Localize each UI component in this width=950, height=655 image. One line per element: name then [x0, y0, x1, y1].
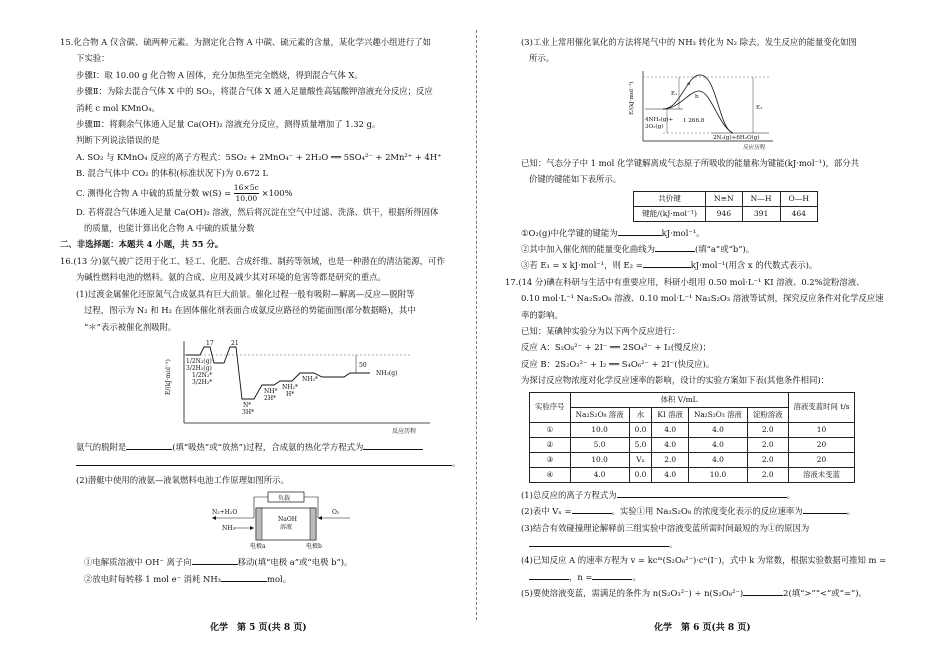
table-cell: 2.0: [747, 437, 788, 452]
q15-option-d-cont: 的质量，也能计算出化合物 A 中硫的质量分数: [84, 223, 255, 234]
left-column: [60, 34, 464, 587]
page-footer-left: 化学 第 5 页(共 8 页): [210, 623, 307, 633]
label-electrode-a: 电极a: [250, 543, 266, 551]
label-nh3: NH₃: [222, 525, 235, 533]
table-cell: 0.0: [629, 422, 652, 437]
table-cell: 5.0: [570, 437, 629, 452]
x-axis-label: 反应历程: [743, 144, 766, 151]
answer-blank[interactable]: [363, 440, 423, 450]
label-nh3-gas: NH₃(g): [376, 369, 398, 377]
q16-p2a-text: ①电解质溶液中 OH⁻ 离子向: [84, 557, 192, 568]
q16-known-cont: 价键的键能如下表所示。: [529, 174, 622, 185]
q16-s3-text: ③若 E₁ = x kJ·mol⁻¹，则 E₂ =: [521, 260, 643, 271]
q16-part3-q2: [505, 241, 897, 257]
table-row: [530, 452, 855, 467]
q16-intro: 16.(13 分)氨气被广泛用于化工、轻工、化肥、合成纤维、制药等领域，也是一种潜在的清洁能源，可作: [60, 255, 445, 266]
q17-intro-cont-2: 率的影响。: [521, 309, 563, 320]
q17-a2-end: 。: [846, 506, 856, 517]
table-row: [634, 206, 818, 221]
table-row: [530, 392, 855, 407]
answer-blank[interactable]: [803, 504, 847, 514]
q17-intro: 17.(14 分)碘在科研与生活中有重要应用，科研小组用 0.50 mol·L⁻¹ KI 溶液、0.2%淀粉溶液、: [505, 276, 865, 287]
label-2h-ads: 2H*: [264, 394, 277, 402]
answer-blank[interactable]: [743, 586, 783, 596]
section-heading: 二、非选择题：本题共 4 小题，共 55 分。: [60, 239, 224, 250]
answer-blank[interactable]: [655, 242, 695, 252]
table-cell: 391: [742, 206, 780, 221]
q17-reaction-a: 反应 A：S₂O₈²⁻ + 2I⁻ ══ 2SO₄²⁻ + I₂(慢反应)；: [521, 342, 711, 353]
q15-judge: 判断下列说法错误的是: [76, 135, 160, 146]
q17-a2-text: (2)表中 Vₓ =: [521, 506, 572, 517]
label-nh2-ads: NH₂*: [282, 383, 298, 391]
table-cell: 10.0: [570, 452, 629, 467]
q16-part3: (3)工业上常用催化氧化的方法将尾气中的 NH₃ 转化为 N₂ 除去。发生反应的能量变化如图: [521, 37, 857, 47]
table-cell: 2.0: [747, 467, 788, 482]
label-reactant-2: 3O₂(g): [645, 123, 664, 130]
q16-s1-text: ①O₂(g)中化学键的键能为: [521, 227, 618, 238]
table-cell: 5.0: [629, 437, 652, 452]
label-e1: E₁: [671, 90, 678, 97]
q15-step1: 步骤Ⅰ：取 10.00 g 化合物 A 固体，充分加热至完全燃烧，得到混合气体 X。: [76, 69, 363, 80]
fraction-numerator: 16×5c: [233, 182, 259, 192]
q16-p2a-tail: 移动(填“电极 a”或“电极 b”)。: [237, 557, 353, 568]
q17-reaction-b: 反应 B：2S₂O₃²⁻ + I₂ ══ S₄O₆²⁻ + 2I⁻(快反应)。: [521, 358, 715, 369]
x-axis-label: 反应历程: [392, 427, 417, 435]
label-load: 负载: [278, 495, 291, 503]
label-h2g: 3/2H₂(g): [186, 364, 212, 372]
energy-profile-figure-2: [623, 69, 783, 153]
table-cell: 4.0: [570, 467, 629, 482]
q16-part2-q2: [60, 571, 464, 587]
q17-design: 为探讨反应物浓度对化学反应速率的影响，设计的实验方案如下表(其他条件相同)：: [521, 375, 830, 386]
table-header: Na₂S₂O₈ 溶液: [570, 407, 629, 422]
q16-p2b-tail: mol。: [267, 573, 292, 584]
label-dh: 1 266.8: [683, 117, 705, 124]
answer-blank[interactable]: [529, 570, 569, 580]
label-50: 50: [359, 361, 367, 369]
table-header: Na₂S₂O₃ 溶液: [688, 407, 747, 422]
label-o2: O₂: [332, 509, 340, 517]
table-cell: 4.0: [652, 467, 689, 482]
option-c-tail: ×100%: [261, 187, 293, 198]
table-cell: 4.0: [688, 437, 747, 452]
answer-blank[interactable]: [592, 570, 632, 580]
q15-option-b: B. 混合气体中 CO₂ 的体积(标准状况下)为 0.672 L: [76, 168, 269, 179]
table-cell: ④: [530, 467, 571, 482]
label-b: b: [695, 93, 699, 100]
q17-q4: (4)已知反应 A 的速率方程为 v = kcᵐ(S₂O₈²⁻)·cⁿ(I⁻)，式中 k 为常数，根据实验数据可推知 m =: [521, 555, 887, 566]
q15-option-c: [60, 182, 464, 204]
page-footer-right: 化学 第 6 页(共 8 页): [654, 623, 751, 633]
label-naoh: NaOH: [278, 516, 297, 524]
table-cell: 4.0: [652, 422, 689, 437]
table-cell: 10.0: [570, 422, 629, 437]
table-header: N≡N: [705, 191, 742, 206]
label-electrode-b: 电极b: [306, 543, 322, 551]
table-cell: 464: [780, 206, 817, 221]
table-cell: ①: [530, 422, 571, 437]
table-cell: ②: [530, 437, 571, 452]
table-row: [634, 191, 818, 206]
q16-part1: (1)过渡金属催化还原氮气合成氨具有巨大前景。催化过程一般有吸附—解离—反应—脱附等: [76, 288, 415, 299]
label-17: 17: [206, 339, 214, 347]
q17-q1: [505, 487, 897, 503]
table-header: 实验序号: [530, 392, 571, 422]
table-cell: 4.0: [652, 437, 689, 452]
q17-q3-answer-line: [505, 536, 897, 552]
table-header: N—H: [742, 191, 780, 206]
q17-q5: [505, 585, 897, 601]
q16-part1-note: “＊”表示被催化剂吸附。: [84, 321, 177, 332]
q17-a1-end: 。: [786, 489, 795, 500]
table-row: [530, 437, 855, 452]
table-cell: 946: [705, 206, 742, 221]
q17-q3: (3)结合有效碰撞理论解释前三组实验中溶液变蓝所需时间最短的为①的原因为: [521, 522, 810, 533]
table-cell: 0.0: [629, 467, 652, 482]
q16-part1-answer-line: [60, 455, 464, 471]
q17-a3-end: 。: [669, 538, 678, 549]
q17-a5-tail: 2(填“>”“<”或“=”)。: [783, 588, 867, 599]
table-cell: 溶液未变蓝: [788, 467, 855, 482]
q16-part3-q3: [505, 257, 897, 273]
q15-title: 15.化合物 A 仅含碳、硫两种元素。为测定化合物 A 中碳、硫元素的含量，某化学兴趣小组进行了如: [60, 37, 432, 47]
answer-blank[interactable]: [126, 440, 172, 450]
label-h2ads: 3/2H₂*: [192, 378, 213, 386]
label-n2-h2o: N₂+H₂O: [212, 509, 238, 517]
table-cell: 10.0: [688, 467, 747, 482]
answer-blank[interactable]: [529, 537, 669, 547]
table-cell: 20: [788, 452, 855, 467]
q16-s1-tail: kJ·mol⁻¹。: [661, 227, 705, 238]
q17-known: 已知：某碘钟实验分为以下两个反应进行：: [521, 326, 681, 337]
table-header: 溶液变蓝时间 t/s: [788, 392, 855, 422]
q17-intro-cont: 0.10 mol·L⁻¹ Na₂S₂O₈ 溶液、0.10 mol·L⁻¹ Na₂S₂O₃ 溶液等试剂，探究反应条件对化学反应速: [521, 293, 884, 304]
y-axis-label: E/(kJ·mol⁻¹): [629, 81, 635, 115]
answer-blank[interactable]: [643, 258, 691, 268]
table-header: 水: [629, 407, 652, 422]
bond-energy-table: [633, 191, 818, 222]
table-cell: Vₓ: [629, 452, 652, 467]
q17-a4-end: 。: [632, 571, 641, 582]
q16-p1-text-2: (填“吸热”或“放热”)过程，合成氨的热化学方程式为: [172, 441, 364, 452]
q16-s3-tail: kJ·mol⁻¹(用含 x 的代数式表示)。: [690, 260, 818, 271]
table-cell: 键能/(kJ·mol⁻¹): [634, 206, 706, 221]
q16-part3-cont: 所示。: [529, 53, 555, 64]
q16-part1-cont: 过程，图示为 N₂ 和 H₂ 在固体催化剂表面合成氨反应路径的势能面图(部分数据略)，其中: [84, 305, 416, 316]
q16-part3-q1: [505, 225, 897, 241]
q15-title-cont: 下实验：: [76, 53, 110, 64]
table-cell: 4.0: [688, 422, 747, 437]
q16-intro-cont: 为碱性燃料电池的燃料。氨的合成、应用及减少其对环境的危害等都是研究的重点。: [76, 272, 386, 283]
q16-part2-q1: [60, 554, 464, 570]
q17-q4-cont: [505, 569, 897, 585]
label-n-ads: N*: [243, 401, 252, 409]
q17-q2: [505, 503, 897, 519]
column-divider: [476, 30, 477, 620]
q16-s2-text: ②其中加入催化剂的能量变化曲线为: [521, 244, 655, 255]
label-product: 2N₂(g)+6H₂O(g): [713, 134, 760, 141]
table-cell: 2.0: [652, 452, 689, 467]
q15-option-d: D. 若将混合气体通入足量 Ca(OH)₂ 溶液，然后将沉淀在空气中过滤、洗涤、烘干，根据所得固体: [76, 206, 439, 217]
answer-blank[interactable]: [572, 504, 612, 514]
electrode-a: [256, 508, 262, 540]
table-row: [530, 422, 855, 437]
right-column: [505, 34, 897, 602]
electrode-b: [310, 508, 316, 540]
q16-part1-question: [60, 439, 464, 455]
answer-blank[interactable]: [617, 488, 787, 498]
q17-a2-mid: 。实验①用 Na₂S₂O₈ 的浓度变化表示的反应速率为: [611, 506, 803, 517]
label-nh-ads: NH*: [264, 387, 278, 395]
q15-step2-cont: 消耗 c mol KMnO₄。: [76, 102, 160, 113]
label-3h-ads: 3H*: [242, 408, 255, 416]
q17-a4-n: ，n =: [569, 571, 593, 582]
energy-profile-figure-1: [130, 337, 470, 437]
answer-blank[interactable]: [221, 572, 267, 582]
label-n2ads: 1/2N₂*: [192, 371, 213, 379]
label-solution: 溶液: [280, 524, 293, 532]
answer-blank[interactable]: [618, 226, 662, 236]
table-cell: 2.0: [747, 452, 788, 467]
table-header: 共价键: [634, 191, 706, 206]
label-reactant-1: 4NH₃(g)+: [645, 116, 674, 123]
q16-known: 已知：气态分子中 1 mol 化学键解离成气态原子所吸收的能量称为键能(kJ·mol⁻¹)，部分共: [521, 157, 860, 168]
option-c-text: C. 测得化合物 A 中硫的质量分数 w(S) =: [76, 187, 232, 198]
q15-option-a: A. SO₂ 与 KMnO₄ 反应的离子方程式：5SO₂ + 2MnO₄⁻ + 2H₂O ══ 5SO₄²⁻ + 2Mn²⁺ + 4H⁺: [76, 151, 442, 162]
answer-blank[interactable]: [76, 456, 452, 466]
experiment-table: [529, 392, 855, 483]
fraction-denominator: 10.00: [235, 193, 258, 203]
table-header: 淀粉溶液: [747, 407, 788, 422]
answer-blank[interactable]: [192, 555, 238, 565]
table-cell: 2.0: [747, 422, 788, 437]
table-header: 体积 V/mL: [570, 392, 788, 407]
table-cell: 20: [788, 437, 855, 452]
q17-a1-text: (1)总反应的离子方程式为: [521, 489, 617, 500]
table-row: [530, 467, 855, 482]
label-nh3-ads: NH₃*: [302, 375, 318, 383]
table-cell: ③: [530, 452, 571, 467]
q16-p1-end: 。: [452, 458, 461, 469]
label-21: 21: [231, 339, 239, 347]
table-header: O—H: [780, 191, 817, 206]
fuel-cell-figure: [210, 490, 370, 552]
table-cell: 10: [788, 422, 855, 437]
table-cell: 4.0: [688, 452, 747, 467]
q16-part2: (2)潜艇中使用的液氨—液氧燃料电池工作原理如图所示。: [76, 474, 289, 485]
q15-step3: 步骤Ⅲ：将剩余气体通入足量 Ca(OH)₂ 溶液充分反应，测得质量增加了 1.32 g。: [76, 119, 381, 130]
fraction: [234, 183, 259, 204]
q16-p2b-text: ②放电时每转移 1 mol e⁻ 消耗 NH₃: [84, 573, 222, 584]
table-header: KI 溶液: [652, 407, 689, 422]
q17-a5-text: (5)要使溶液变蓝，需满足的条件为 n(S₂O₃²⁻) ÷ n(S₂O₈²⁻): [521, 588, 744, 599]
y-axis-label: E/(kJ·mol⁻¹): [165, 359, 172, 395]
label-a: a: [687, 80, 691, 87]
label-h-ads: H*: [286, 390, 295, 398]
label-n2g: 1/2N₂(g): [186, 357, 212, 365]
curve-a: [663, 75, 733, 133]
q15-step2: 步骤Ⅱ：为除去混合气体 X 中的 SO₂，将混合气体 X 通入足量酸性高锰酸钾溶液充分反应；反应: [76, 86, 433, 97]
label-e2: E₂: [756, 104, 763, 111]
q16-p1-text: 氨气的脱附是: [76, 441, 127, 452]
q16-s2-tail: (填“a”或“b”)。: [695, 244, 755, 255]
